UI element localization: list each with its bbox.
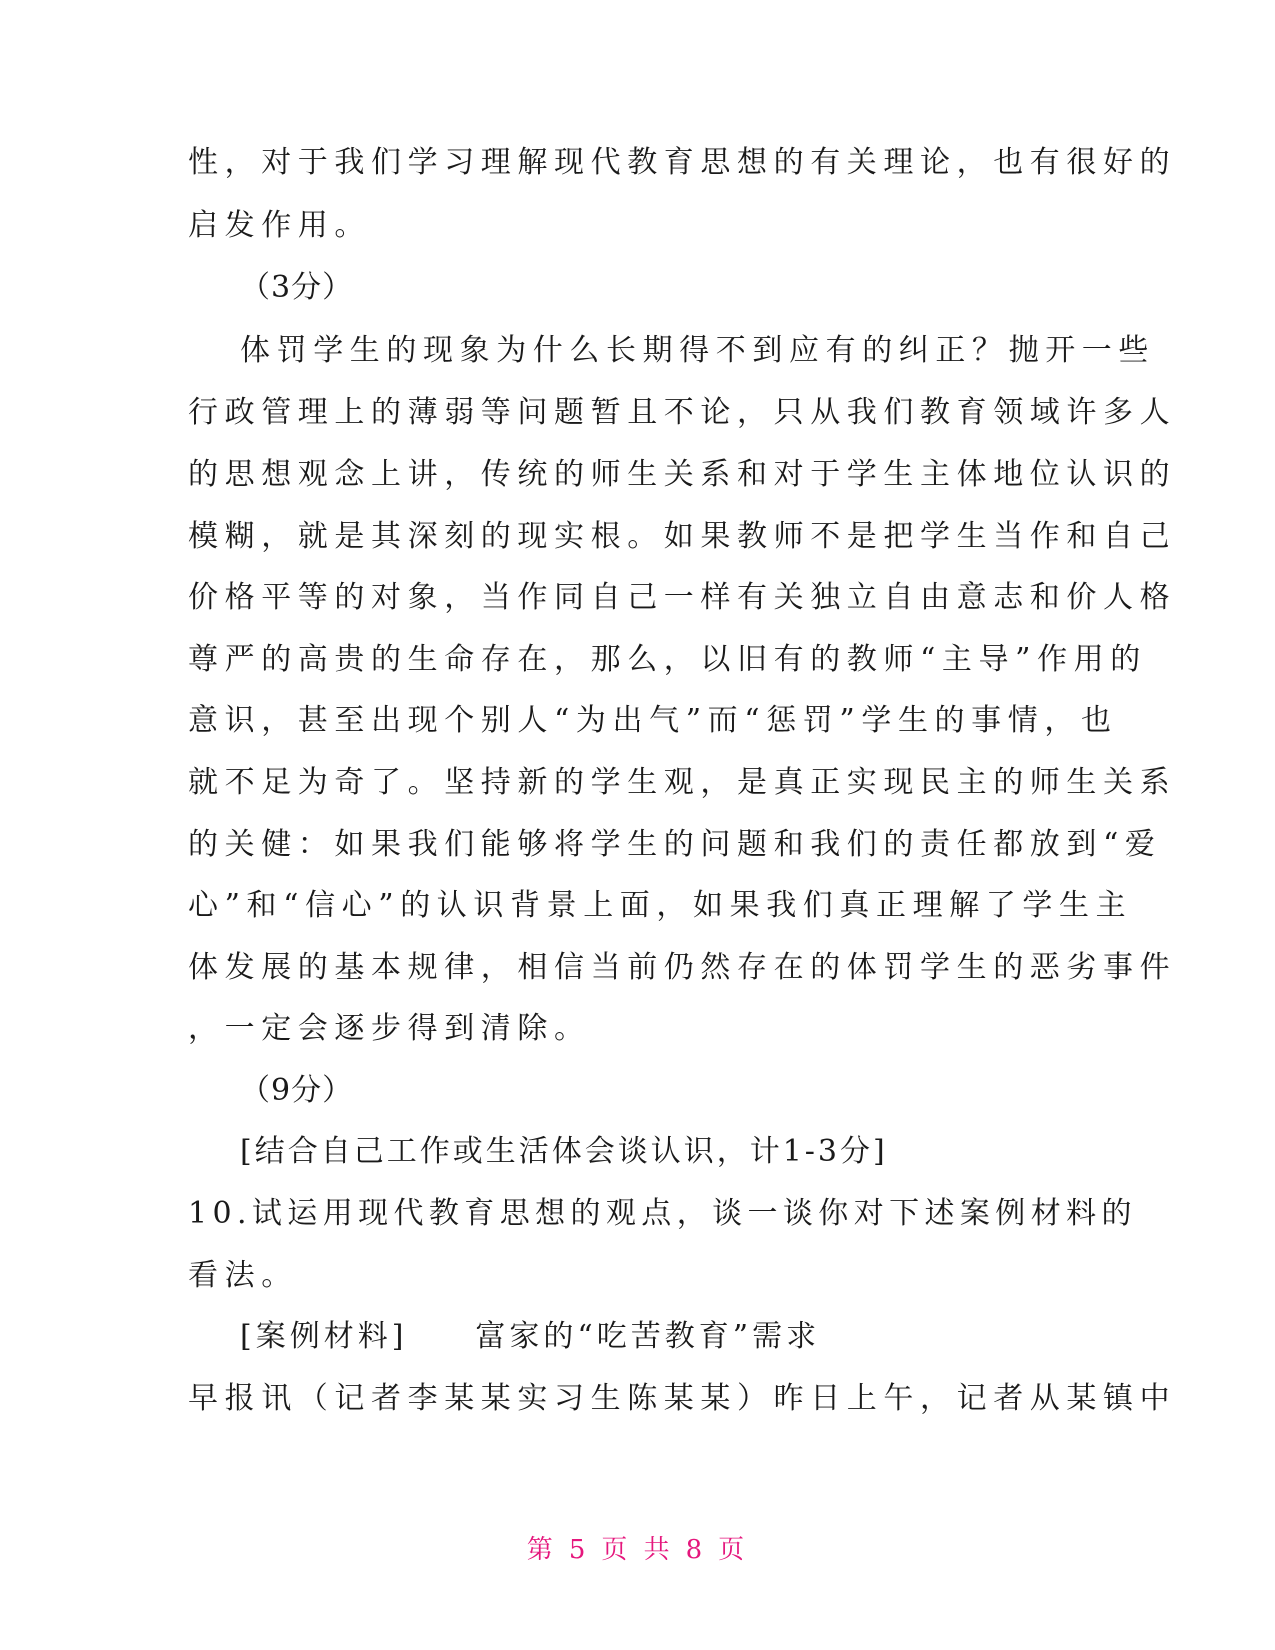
text-line: 的思想观念上讲，传统的师生关系和对于学生主体地位认识的 <box>188 457 1177 492</box>
text-line: 体发展的基本规律，相信当前仍然存在的体罚学生的恶劣事件 <box>188 950 1177 985</box>
text-line: 价格平等的对象，当作同自己一样有关独立自由意志和价人格 <box>188 580 1177 615</box>
text-line: 的关健：如果我们能够将学生的问题和我们的责任都放到“爱 <box>188 827 1162 862</box>
question-heading: 10.试运用现代教育思想的观点，谈一谈你对下述案例材料的 <box>188 1196 1137 1231</box>
score-note: （3分） <box>240 270 354 305</box>
page-total: 8 <box>685 1535 707 1565</box>
page-label-mid: 页 共 <box>601 1535 674 1565</box>
text-line: 看法。 <box>188 1258 298 1293</box>
page-current: 5 <box>568 1535 590 1565</box>
page-footer <box>0 1533 1275 1567</box>
score-note: （9分） <box>240 1073 354 1108</box>
text-line: 心”和“信心”的认识背景上面，如果我们真正理解了学生主 <box>188 888 1133 923</box>
text-line: 尊严的高贵的生命存在，那么，以旧有的教师“主导”作用的 <box>188 642 1147 677</box>
text-line: 意识，甚至出现个别人“为出气”而“惩罚”学生的事情，也 <box>188 703 1118 738</box>
case-material-title: [案例材料] 富家的“吃苦教育”需求 <box>240 1319 821 1354</box>
grading-note: [结合自己工作或生活体会谈认识，计1-3分] <box>240 1134 888 1169</box>
text-line: 模糊，就是其深刻的现实根。如果教师不是把学生当作和自己 <box>188 519 1177 554</box>
text-line: 早报讯（记者李某某实习生陈某某）昨日上午，记者从某镇中 <box>188 1381 1177 1416</box>
page-label-prefix: 第 <box>526 1535 557 1565</box>
text-line: 性，对于我们学习理解现代教育思想的有关理论，也有很好的 <box>188 145 1177 180</box>
text-line: ，一定会逐步得到清除。 <box>188 1011 591 1046</box>
text-line: 体罚学生的现象为什么长期得不到应有的纠正？抛开一些 <box>240 333 1155 368</box>
text-line: 启发作用。 <box>188 208 371 243</box>
text-line: 行政管理上的薄弱等问题暂且不论，只从我们教育领域许多人 <box>188 395 1177 430</box>
text-line: 就不足为奇了。坚持新的学生观，是真正实现民主的师生关系 <box>188 765 1177 800</box>
page-label-suffix: 页 <box>718 1535 749 1565</box>
